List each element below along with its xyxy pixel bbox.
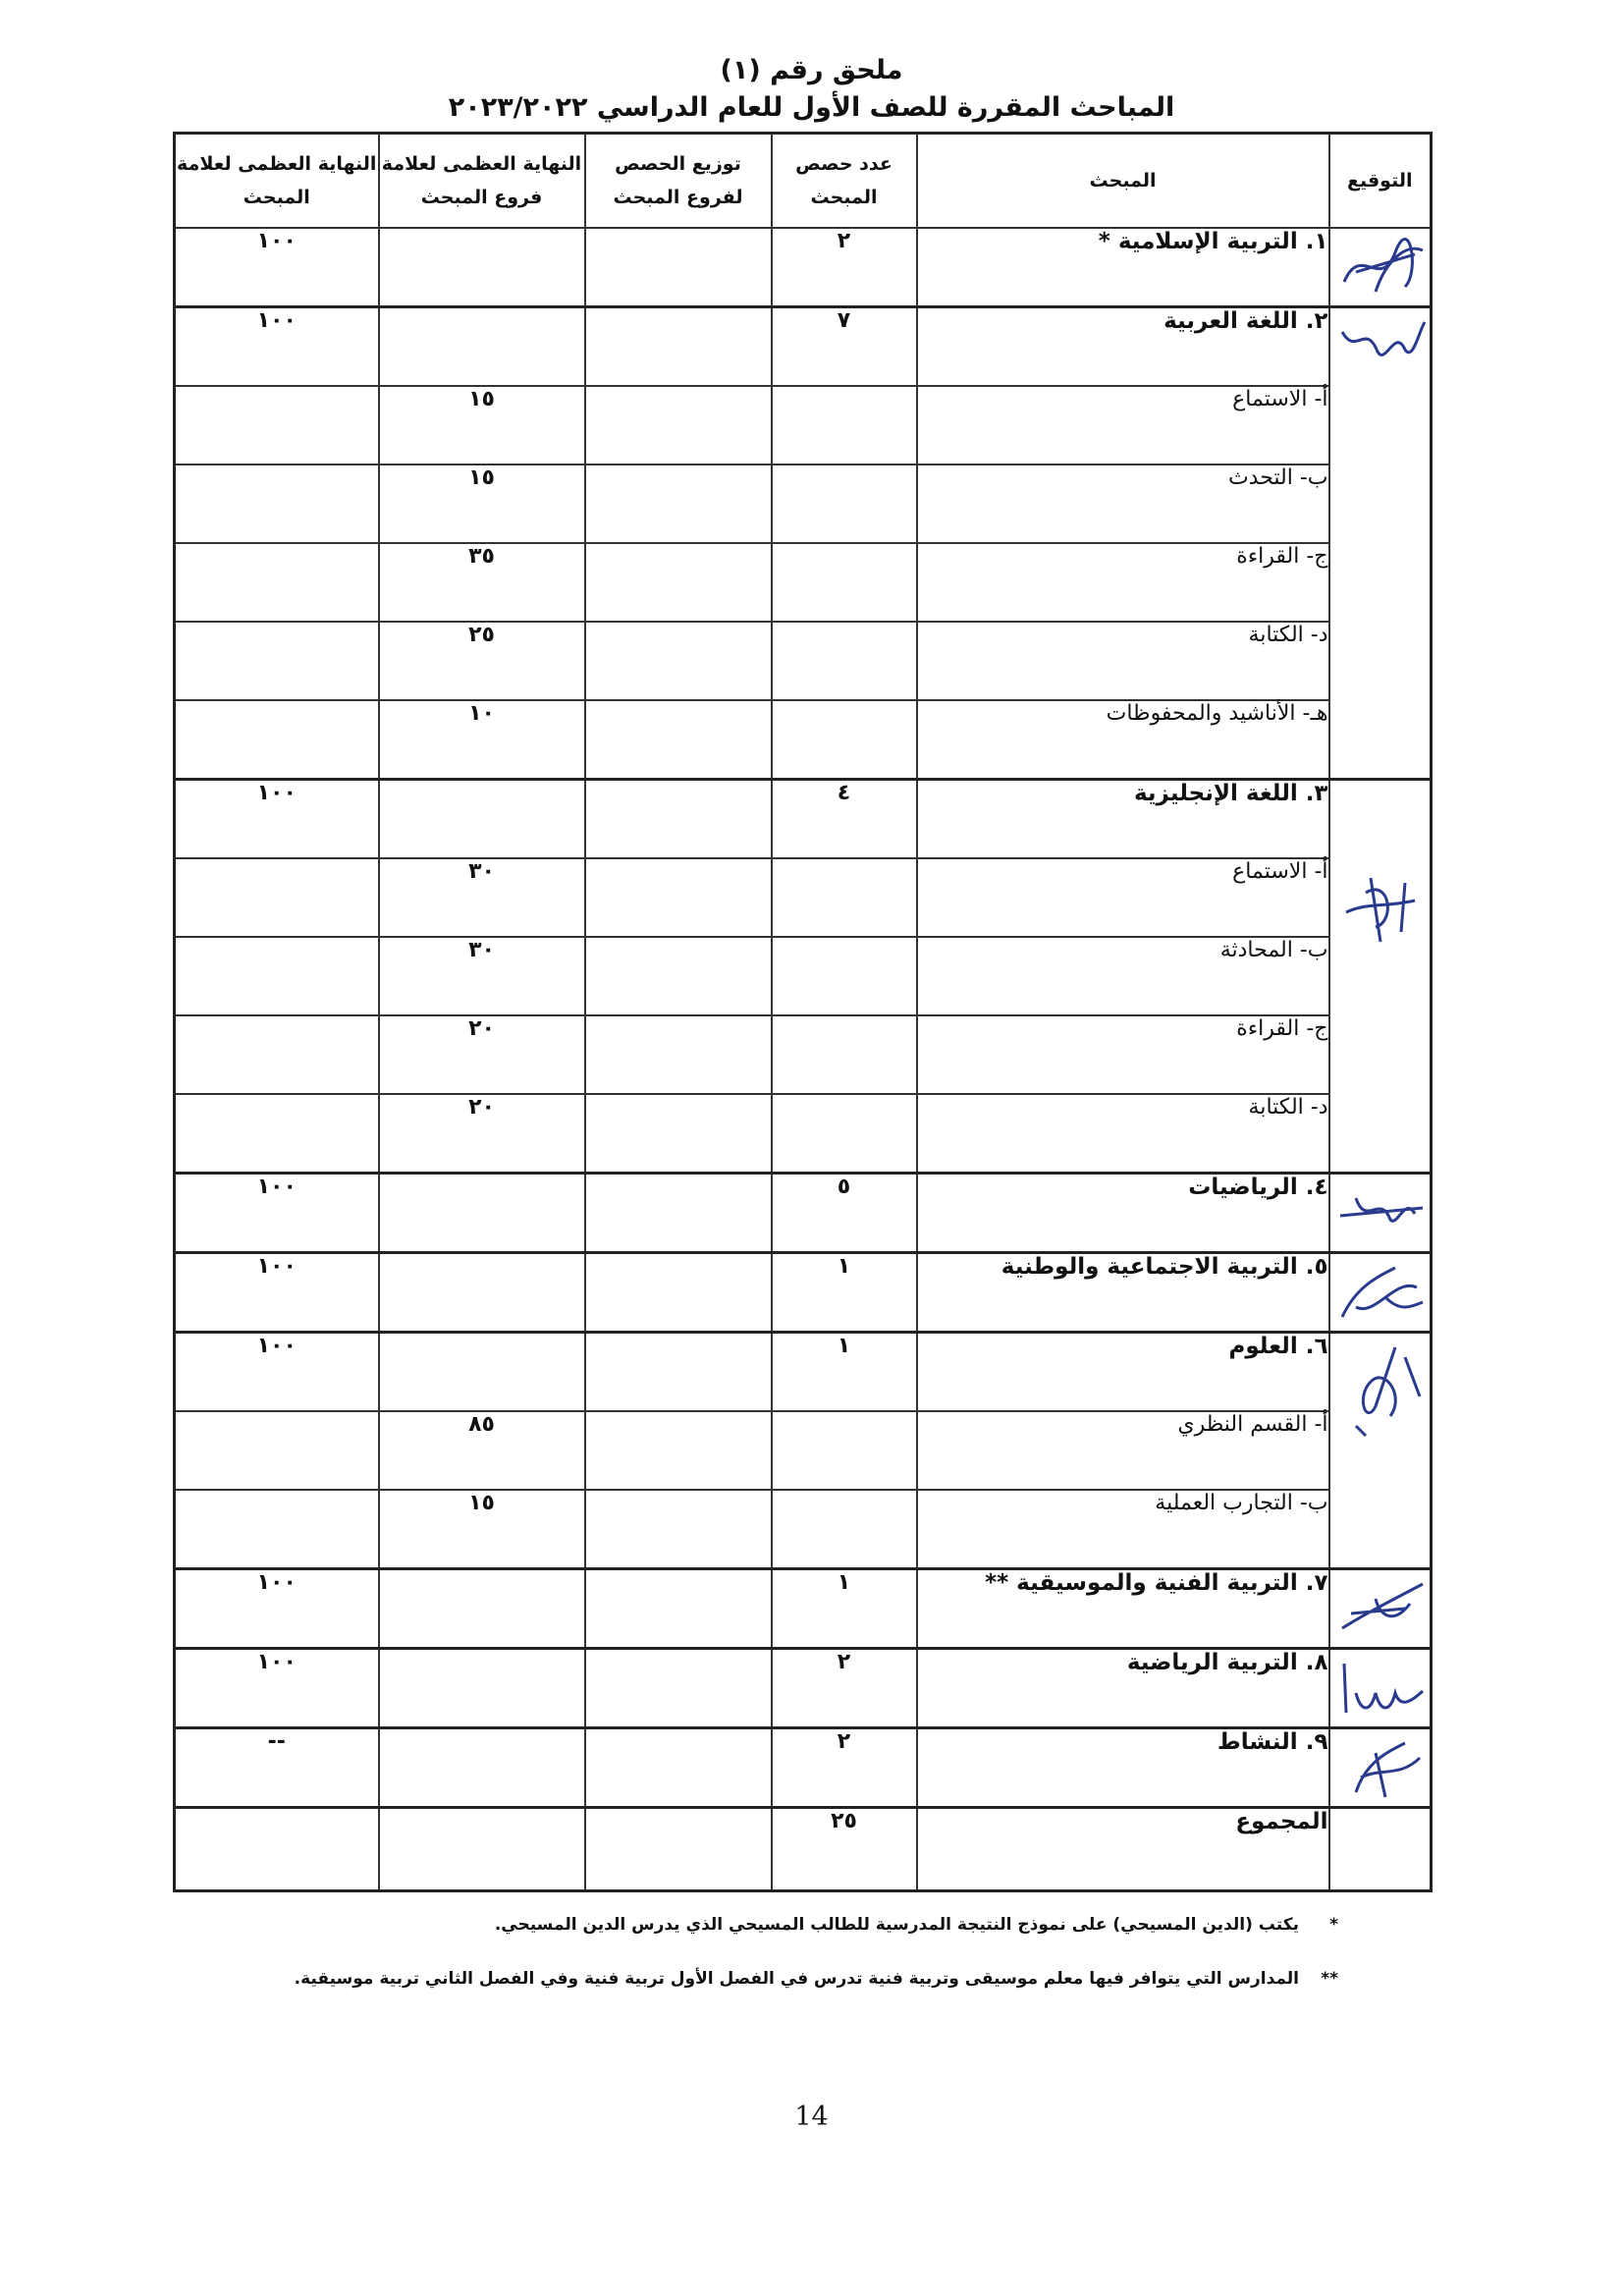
subject-max-cell: ١٠٠: [175, 228, 379, 307]
footnote-mark: *: [1329, 1915, 1338, 1935]
header-distribution: توزيع الحصص لفروع المبحث: [585, 134, 772, 229]
signature-cell: [1329, 307, 1432, 780]
annex-title: ملحق رقم (١): [720, 55, 903, 85]
branch-max-cell: [379, 228, 585, 307]
branch-max-cell: ٨٥: [379, 1411, 585, 1490]
subject-cell: ب- التجارب العملية: [917, 1490, 1329, 1569]
branch-max-cell: [379, 1333, 585, 1412]
periods-cell: ٤: [772, 780, 917, 859]
subject-cell: ٩. النشاط: [917, 1728, 1329, 1808]
signature-cell: [1329, 1253, 1432, 1333]
table-row: [175, 700, 1432, 780]
distribution-cell: [585, 622, 772, 700]
subject-max-cell: ١٠٠: [175, 1569, 379, 1649]
distribution-cell: [585, 465, 772, 543]
subject-max-cell: ١٠٠: [175, 1333, 379, 1412]
subject-cell: ب- المحادثة: [917, 937, 1329, 1015]
branch-max-cell: ١٥: [379, 386, 585, 465]
branch-max-cell: [379, 1808, 585, 1891]
distribution-cell: [585, 307, 772, 387]
subject-cell: أ- القسم النظري: [917, 1411, 1329, 1490]
periods-cell: [772, 858, 917, 937]
periods-cell: ٢: [772, 1728, 917, 1808]
subject-max-cell: [175, 700, 379, 780]
distribution-cell: [585, 1015, 772, 1094]
signature-cell: [1329, 1333, 1432, 1569]
periods-cell: [772, 622, 917, 700]
page-number: 14: [794, 2102, 829, 2132]
subject-max-cell: [175, 858, 379, 937]
footnote-text: المدارس التي يتوافر فيها معلم موسيقى وتربية فنية تدرس في الفصل الأول تربية فنية وفي الفصل الثاني تربية موسيقية.: [294, 1969, 1299, 1989]
subject-cell: أ- الاستماع: [917, 858, 1329, 937]
signature-cell: [1329, 1649, 1432, 1728]
subject-max-cell: ١٠٠: [175, 307, 379, 387]
subjects-table: [173, 132, 1433, 1892]
distribution-cell: [585, 700, 772, 780]
branch-max-cell: [379, 307, 585, 387]
subject-max-cell: [175, 622, 379, 700]
signature-icon: [1336, 233, 1427, 301]
periods-cell: [772, 700, 917, 780]
periods-cell: [772, 937, 917, 1015]
subject-cell: أ- الاستماع: [917, 386, 1329, 465]
header-branch-max: النهاية العظمى لعلامة فروع المبحث: [379, 134, 585, 229]
total-label: المجموع: [917, 1808, 1329, 1891]
branch-max-cell: [379, 1253, 585, 1333]
periods-cell: [772, 465, 917, 543]
branch-max-cell: ١٥: [379, 465, 585, 543]
signature-icon: [1336, 785, 1427, 981]
periods-cell: [772, 1094, 917, 1174]
header-signature: التوقيع: [1329, 134, 1432, 229]
subject-cell: ج- القراءة: [917, 543, 1329, 622]
subject-cell: ٤. الرياضيات: [917, 1174, 1329, 1253]
signature-icon: [1336, 312, 1427, 371]
branch-max-cell: ١٠: [379, 700, 585, 780]
subject-max-cell: [175, 1411, 379, 1490]
distribution-cell: [585, 1808, 772, 1891]
subject-max-cell: --: [175, 1728, 379, 1808]
signature-cell: [1329, 780, 1432, 1174]
subject-max-cell: [175, 1490, 379, 1569]
footnote-2: [147, 1969, 1338, 1989]
subject-cell: ٨. التربية الرياضية: [917, 1649, 1329, 1728]
signature-cell: [1329, 228, 1432, 307]
branch-max-cell: [379, 780, 585, 859]
periods-cell: [772, 1490, 917, 1569]
subject-cell: ٣. اللغة الإنجليزية: [917, 780, 1329, 859]
subject-cell: ب- التحدث: [917, 465, 1329, 543]
periods-cell: ١: [772, 1569, 917, 1649]
subject-cell: ٢. اللغة العربية: [917, 307, 1329, 387]
periods-cell: [772, 1411, 917, 1490]
table-row: [175, 1253, 1432, 1333]
table-row: [175, 386, 1432, 465]
subject-max-cell: [175, 937, 379, 1015]
distribution-cell: [585, 1411, 772, 1490]
periods-cell: ١: [772, 1333, 917, 1412]
branch-max-cell: ٣٥: [379, 543, 585, 622]
signature-icon: [1336, 1733, 1427, 1802]
periods-cell: [772, 1015, 917, 1094]
branch-max-cell: [379, 1569, 585, 1649]
total-row: [175, 1808, 1432, 1891]
periods-cell: [772, 543, 917, 622]
distribution-cell: [585, 1094, 772, 1174]
subject-max-cell: ١٠٠: [175, 780, 379, 859]
subject-cell: د- الكتابة: [917, 1094, 1329, 1174]
table-row: [175, 1490, 1432, 1569]
subject-max-cell: [175, 1808, 379, 1891]
distribution-cell: [585, 228, 772, 307]
signature-cell: [1329, 1808, 1432, 1891]
subject-cell: ١. التربية الإسلامية *: [917, 228, 1329, 307]
header-subject-max: النهاية العظمى لعلامة المبحث: [175, 134, 379, 229]
header-subject: المبحث: [917, 134, 1329, 229]
signature-icon: [1336, 1654, 1427, 1719]
branch-max-cell: [379, 1174, 585, 1253]
subject-max-cell: [175, 1094, 379, 1174]
total-periods: ٢٥: [772, 1808, 917, 1891]
table-row: [175, 937, 1432, 1015]
distribution-cell: [585, 1333, 772, 1412]
table-row: [175, 858, 1432, 937]
table-row: [175, 1649, 1432, 1728]
branch-max-cell: ٣٠: [379, 937, 585, 1015]
table-row: [175, 1728, 1432, 1808]
table-row: [175, 1411, 1432, 1490]
header-row: [175, 134, 1432, 229]
distribution-cell: [585, 780, 772, 859]
periods-cell: [772, 386, 917, 465]
subject-cell: ٦. العلوم: [917, 1333, 1329, 1412]
signature-cell: [1329, 1728, 1432, 1808]
subject-cell: ٥. التربية الاجتماعية والوطنية: [917, 1253, 1329, 1333]
signature-cell: [1329, 1174, 1432, 1253]
subject-max-cell: [175, 386, 379, 465]
table-row: [175, 1569, 1432, 1649]
branch-max-cell: ٣٠: [379, 858, 585, 937]
signature-icon: [1336, 1178, 1427, 1237]
distribution-cell: [585, 937, 772, 1015]
table-row: [175, 622, 1432, 700]
distribution-cell: [585, 543, 772, 622]
periods-cell: ٢: [772, 1649, 917, 1728]
table-row: [175, 543, 1432, 622]
footnote-mark: **: [1321, 1969, 1338, 1989]
signature-icon: [1336, 1338, 1427, 1446]
table-row: [175, 780, 1432, 859]
signature-icon: [1336, 1258, 1427, 1329]
table-row: [175, 1094, 1432, 1174]
subject-cell: ٧. التربية الفنية والموسيقية **: [917, 1569, 1329, 1649]
distribution-cell: [585, 1253, 772, 1333]
table-row: [175, 228, 1432, 307]
table-row: [175, 307, 1432, 387]
subject-max-cell: ١٠٠: [175, 1649, 379, 1728]
branch-max-cell: ٢٥: [379, 622, 585, 700]
distribution-cell: [585, 386, 772, 465]
distribution-cell: [585, 1490, 772, 1569]
periods-cell: ٥: [772, 1174, 917, 1253]
distribution-cell: [585, 1649, 772, 1728]
footnote-1: [147, 1915, 1338, 1935]
subject-cell: ج- القراءة: [917, 1015, 1329, 1094]
subject-max-cell: [175, 1015, 379, 1094]
periods-cell: ١: [772, 1253, 917, 1333]
distribution-cell: [585, 858, 772, 937]
subject-cell: د- الكتابة: [917, 622, 1329, 700]
footnote-text: يكتب (الدين المسيحي) على نموذج النتيجة المدرسية للطالب المسيحي الذي يدرس الدين المسيحي.: [494, 1915, 1299, 1935]
table-title: المباحث المقررة للصف الأول للعام الدراسي ٢٠٢٣/٢٠٢٢: [448, 92, 1175, 123]
branch-max-cell: ٢٠: [379, 1015, 585, 1094]
subject-max-cell: ١٠٠: [175, 1174, 379, 1253]
distribution-cell: [585, 1569, 772, 1649]
subject-max-cell: ١٠٠: [175, 1253, 379, 1333]
subject-max-cell: [175, 465, 379, 543]
table-row: [175, 1015, 1432, 1094]
table-row: [175, 1174, 1432, 1253]
signature-cell: [1329, 1569, 1432, 1649]
table-row: [175, 465, 1432, 543]
branch-max-cell: [379, 1728, 585, 1808]
subject-cell: هـ- الأناشيد والمحفوظات: [917, 700, 1329, 780]
periods-cell: ٧: [772, 307, 917, 387]
periods-cell: ٢: [772, 228, 917, 307]
table-row: [175, 1333, 1432, 1412]
signature-icon: [1336, 1574, 1427, 1639]
distribution-cell: [585, 1174, 772, 1253]
branch-max-cell: [379, 1649, 585, 1728]
header-periods: عدد حصص المبحث: [772, 134, 917, 229]
distribution-cell: [585, 1728, 772, 1808]
branch-max-cell: ١٥: [379, 1490, 585, 1569]
subject-max-cell: [175, 543, 379, 622]
branch-max-cell: ٢٠: [379, 1094, 585, 1174]
